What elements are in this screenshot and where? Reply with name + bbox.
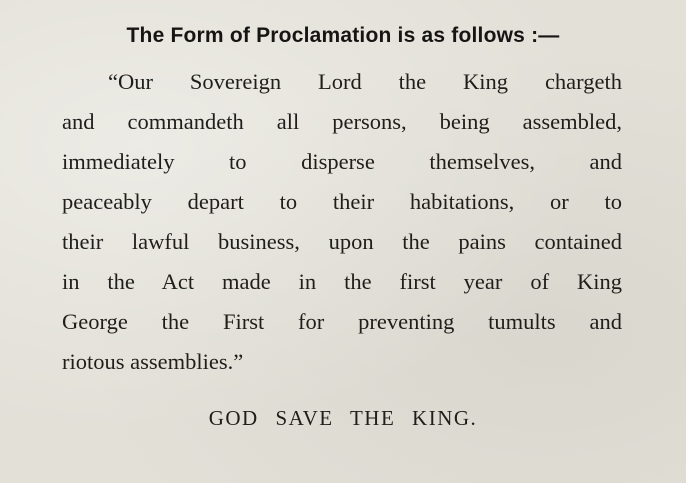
proclamation-line: their lawful business, upon the pains contained — [62, 229, 622, 254]
proclamation-text — [62, 62, 622, 382]
proclamation-line: in the Act made in the first year of King — [62, 269, 622, 294]
closing-line: GOD SAVE THE KING. — [208, 406, 478, 430]
proclamation-line: peaceably depart to their habitations, or to — [62, 189, 622, 214]
proclamation-line: George the First for preventing tumults and — [62, 309, 622, 334]
proclamation-line: immediately to disperse themselves, and — [62, 149, 622, 174]
proclamation-line: riotous assemblies.” — [62, 349, 244, 374]
proclamation-heading: The Form of Proclamation is as follows :— — [126, 24, 560, 47]
proclamation-line: “Our Sovereign Lord the King chargeth — [108, 69, 622, 94]
proclamation-line: and commandeth all persons, being assembled, — [62, 109, 622, 134]
